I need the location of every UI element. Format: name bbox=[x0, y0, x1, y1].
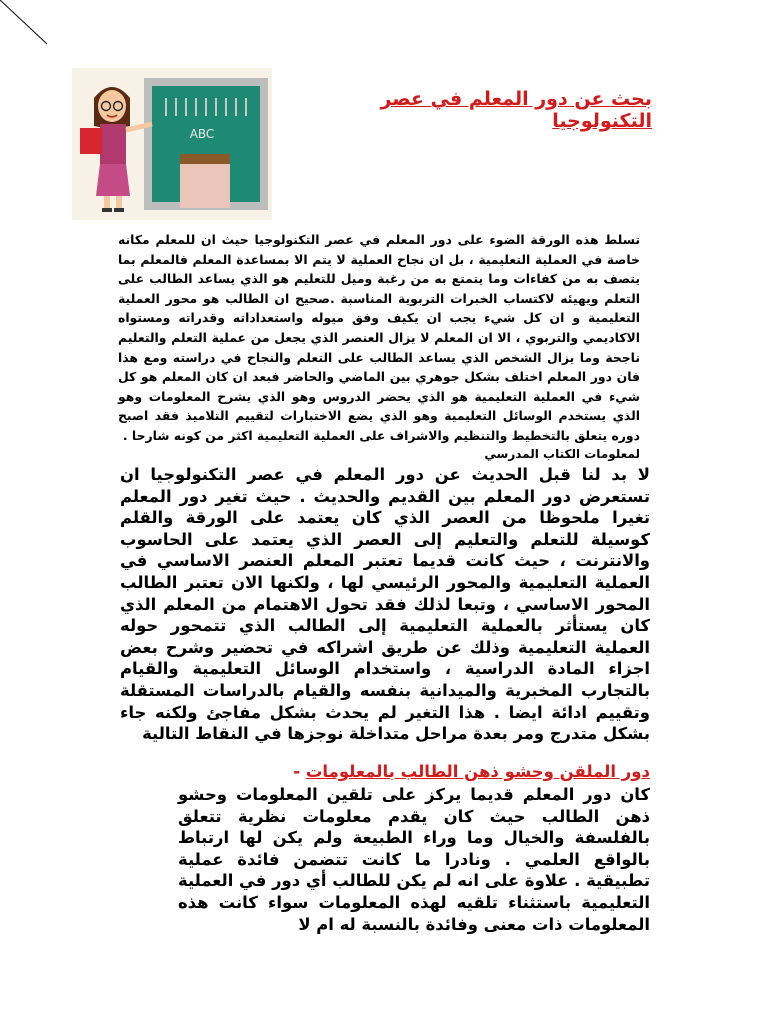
body-paragraph-2: كان دور المعلم قديما يركز على تلقين المعلومات وحشو ذهن الطالب حيث كان يقدم معلومات نظرية تتعلق بالفلسفة والخيال وما وراء الطبيعة ولم يكن لها ارتباط بالواقع العلمي . ونادرا ما كانت تتضمن فائدة عملية تطبيقية . علاوة على انه لم يكن للطالب أي دور في العملية التعليمية باستثناء تلقيه لهذه المعلومات سواء كانت هذه المعلومات ذات معنى وفائدة بالنسبة له ام لا bbox=[178, 785, 650, 934]
section-heading-dash: - bbox=[293, 762, 301, 781]
intro-paragraph: تسلط هذه الورقة الضوء على دور المعلم في عصر التكنولوجيا حيث ان للمعلم مكانه خاصة في العملية التعليمية ، بل ان نجاح العملية لا يتم الا بمساعدة المعلم فالمعلم بما يتصف به من كفاءات وما يتمتع به من رغبة وميل للتعليم هو الذي يساعد الطالب على التعلم ويهيئه لاكتساب الخبرات التربوية المناسبة .صحيح ان الطالب هو محور العملية التعليمية و ان كل شيء يجب ان يكيف وفق ميوله واستعداداته وقدراته ومستواه الاكاديمي والتربوي ، الا ان المعلم لا يزال العنصر الذي يجعل من عملية التعلم والتعليم ناجحة وما يزال الشخص الذي يساعد الطالب على التعلم والنجاح في دراسته ومع هذا فان دور المعلم اختلف بشكل جوهري بين الماضي والحاضر فبعد ان كان المعلم هو كل شيء في العملية التعليمية هو الذي يحضر الدروس وهو الذي يشرح المعلومات وهو الذي يستخدم الوسائل التعليمية وهو الذي يضع الاختبارات لتقييم التلاميذ فقد اصبح دوره يتعلق بالتخطيط والتنظيم والاشراف على العملية التعليمية اكثر من كونه شارحا . bbox=[118, 232, 640, 443]
section-heading-text: دور الملقن وحشو ذهن الطالب بالمعلومات bbox=[305, 762, 650, 781]
source-note: لمعلومات الكتاب المدرسي bbox=[484, 447, 640, 461]
body-paragraph-1: لا بد لنا قبل الحديث عن دور المعلم في عصر التكنولوجيا ان تستعرض دور المعلم بين القديم والحديث . حيث تغير دور المعلم تغيرا ملحوظا من العصر الذي كان يعتمد على الورقة والقلم كوسيلة للتعلم والتعليم إلى العصر الذي يعتمد على الحاسوب والانترنت ، حيث كانت قديما تعتبر المعلم العنصر الاساسي في العملية التعليمية والمحور الرئيسي لها ، ولكنها الان تعتبر الطالب المحور الاساسي ، وتبعا لذلك فقد تحول الاهتمام من المعلم الذي كان يستأثر بالعملية التعليمية إلى الطالب الذي تتمحور حوله العملية التعليمية وذلك عن طريق اشراكه في تحضير وشرح بعض اجزاء المادة الدراسية ، واستخدام الوسائل التعليمية والقيام بالتجارب المخبرية والميدانية بنفسه والقيام بالدراسات المستقلة وتقييم ادائة ايضا . هذا التغير لم يحدث بشكل مفاجئ ولكنه جاء بشكل متدرج ومر بعدة مراحل متداخلة نوجزها في النقاط التالية bbox=[120, 465, 650, 744]
corner-fold-line bbox=[0, 0, 50, 50]
board-caption: ABC bbox=[189, 127, 215, 141]
document-title: بحث عن دور المعلم في عصر التكنولوجيا bbox=[380, 88, 652, 132]
section-heading bbox=[220, 762, 650, 781]
teacher-at-chalkboard-icon bbox=[72, 68, 272, 220]
